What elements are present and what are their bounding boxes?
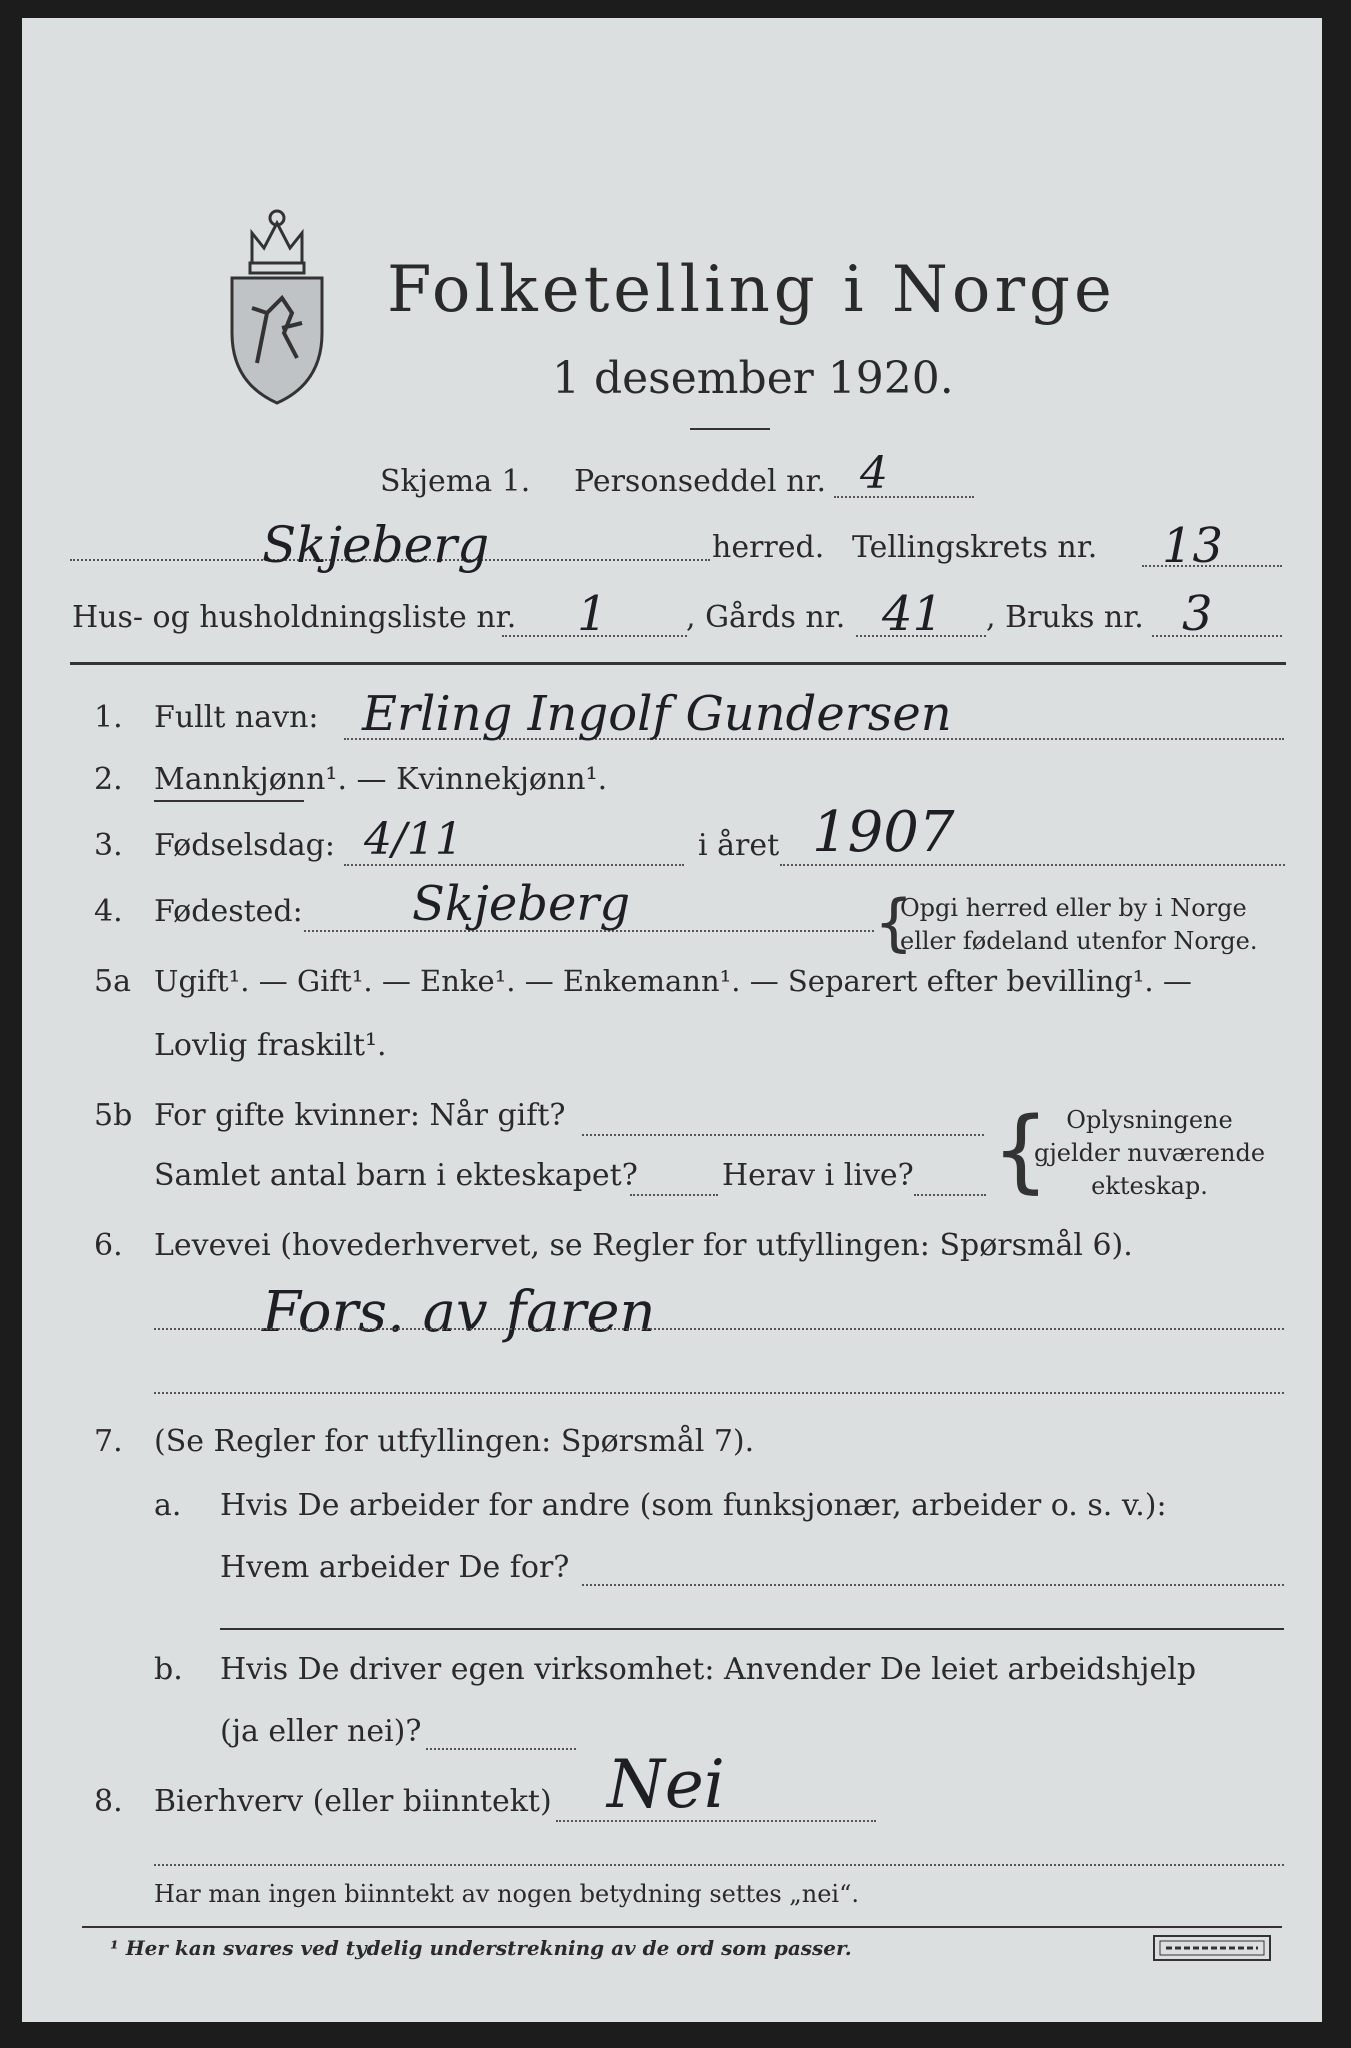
- nei-note: Har man ingen biinntekt av nogen betydning settes „nei“.: [154, 1880, 859, 1908]
- q3-value: 4/11: [364, 814, 463, 865]
- q4-number: 4.: [94, 894, 123, 929]
- census-date: 1 desember 1920.: [552, 353, 954, 404]
- q2-underline-mannkjonn: [154, 800, 304, 802]
- skjema-label: Skjema 1.: [380, 464, 531, 499]
- q7a-field-line-1: [582, 1584, 1284, 1586]
- gards-value: 41: [882, 586, 944, 642]
- q5b-barn-field-line: [630, 1194, 718, 1196]
- personseddel-value: 4: [860, 448, 888, 499]
- q1-number: 1.: [94, 700, 123, 735]
- q5b-note: [1022, 1104, 1277, 1203]
- q8-value: Nei: [607, 1746, 725, 1823]
- q5b-number: 5b: [94, 1098, 133, 1133]
- q6-field-line-2: [154, 1392, 1284, 1394]
- footnote-divider: [82, 1926, 1282, 1928]
- q8-field-line-2: [154, 1864, 1284, 1866]
- q7a-letter: a.: [154, 1488, 182, 1523]
- q4-note-brace: {: [874, 886, 914, 959]
- q4-note-line-2: eller fødeland utenfor Norge.: [900, 927, 1258, 955]
- q6-label: Levevei (hovederhvervet, se Regler for utfyllingen: Spørsmål 6).: [154, 1228, 1133, 1263]
- printer-stamp-icon: [1152, 1934, 1272, 1962]
- form-title: Folketelling i Norge: [387, 253, 1116, 327]
- q7a-label: Hvis De arbeider for andre (som funksjonær, arbeider o. s. v.):: [220, 1488, 1167, 1523]
- q7b-letter: b.: [154, 1652, 183, 1687]
- census-form: [22, 18, 1322, 2022]
- q3-label: Fødselsdag:: [154, 828, 335, 863]
- header-divider: [70, 662, 1286, 665]
- q7-label: (Se Regler for utfyllingen: Spørsmål 7).: [154, 1424, 755, 1459]
- q7a-field-line-2: [220, 1628, 1284, 1630]
- q6-field-line-1: [154, 1328, 1284, 1330]
- q7b-field-line: [426, 1748, 576, 1750]
- q1-label: Fullt navn:: [154, 700, 319, 735]
- tellingskrets-label: Tellingskrets nr.: [852, 530, 1098, 565]
- q7-number: 7.: [94, 1424, 123, 1459]
- q1-value: Erling Ingolf Gundersen: [362, 686, 952, 742]
- q5b-note-line-3: ekteskap.: [1091, 1172, 1208, 1200]
- q4-label: Fødested:: [154, 894, 303, 929]
- q5b-gift-field-line: [582, 1134, 984, 1136]
- q8-label: Bierhverv (eller biinntekt): [154, 1784, 552, 1819]
- q4-value: Skjeberg: [412, 876, 631, 932]
- q5b-live-label: Herav i live?: [722, 1158, 914, 1193]
- q8-number: 8.: [94, 1784, 123, 1819]
- q7a-sub-label: Hvem arbeider De for?: [220, 1550, 570, 1585]
- q3-year-value: 1907: [812, 800, 955, 865]
- q2-label: Mannkjønn¹. — Kvinnekjønn¹.: [154, 762, 608, 797]
- herred-label: herred.: [712, 530, 825, 565]
- q5b-note-line-1: Oplysningene: [1066, 1106, 1233, 1134]
- bruks-field-line: [1152, 635, 1282, 637]
- q4-note: [900, 892, 1258, 958]
- bruks-label: , Bruks nr.: [986, 600, 1144, 635]
- q3-year-label: i året: [698, 828, 780, 863]
- hus-label: Hus- og husholdningsliste nr.: [72, 600, 517, 635]
- footnote: ¹ Her kan svares ved tydelig understrekning av de ord som passer.: [110, 1936, 852, 1960]
- q7b-sub-label: (ja eller nei)?: [220, 1714, 422, 1749]
- q4-note-line-1: Opgi herred eller by i Norge: [900, 894, 1247, 922]
- personseddel-label: Personseddel nr.: [574, 464, 827, 499]
- tellingskrets-value: 13: [1162, 518, 1224, 574]
- q5a-number: 5a: [94, 964, 131, 999]
- gards-label: , Gårds nr.: [686, 600, 846, 635]
- norwegian-coat-of-arms-icon: [222, 193, 332, 413]
- q5b-note-line-2: gjelder nuværende: [1033, 1139, 1266, 1167]
- q6-value: Fors. av faren: [262, 1280, 656, 1345]
- bruks-value: 3: [1182, 586, 1213, 642]
- q3-number: 3.: [94, 828, 123, 863]
- q6-number: 6.: [94, 1228, 123, 1263]
- q7b-label: Hvis De driver egen virksomhet: Anvender De leiet arbeidshjelp: [220, 1652, 1197, 1687]
- q2-number: 2.: [94, 762, 123, 797]
- q5b-note-brace: {: [992, 1098, 1050, 1203]
- q5b-label: For gifte kvinner: Når gift?: [154, 1098, 566, 1133]
- hus-value: 1: [577, 586, 608, 642]
- title-divider: [690, 428, 770, 430]
- personseddel-field-line: [834, 496, 974, 498]
- q5b-barn-label: Samlet antal barn i ekteskapet?: [154, 1158, 638, 1193]
- q5b-live-field-line: [914, 1194, 986, 1196]
- q5a-line-1: Ugift¹. — Gift¹. — Enke¹. — Enkemann¹. — Separert efter bevilling¹. —: [154, 964, 1192, 998]
- q5a-line-2: Lovlig fraskilt¹.: [154, 1028, 387, 1063]
- herred-value: Skjeberg: [262, 516, 490, 574]
